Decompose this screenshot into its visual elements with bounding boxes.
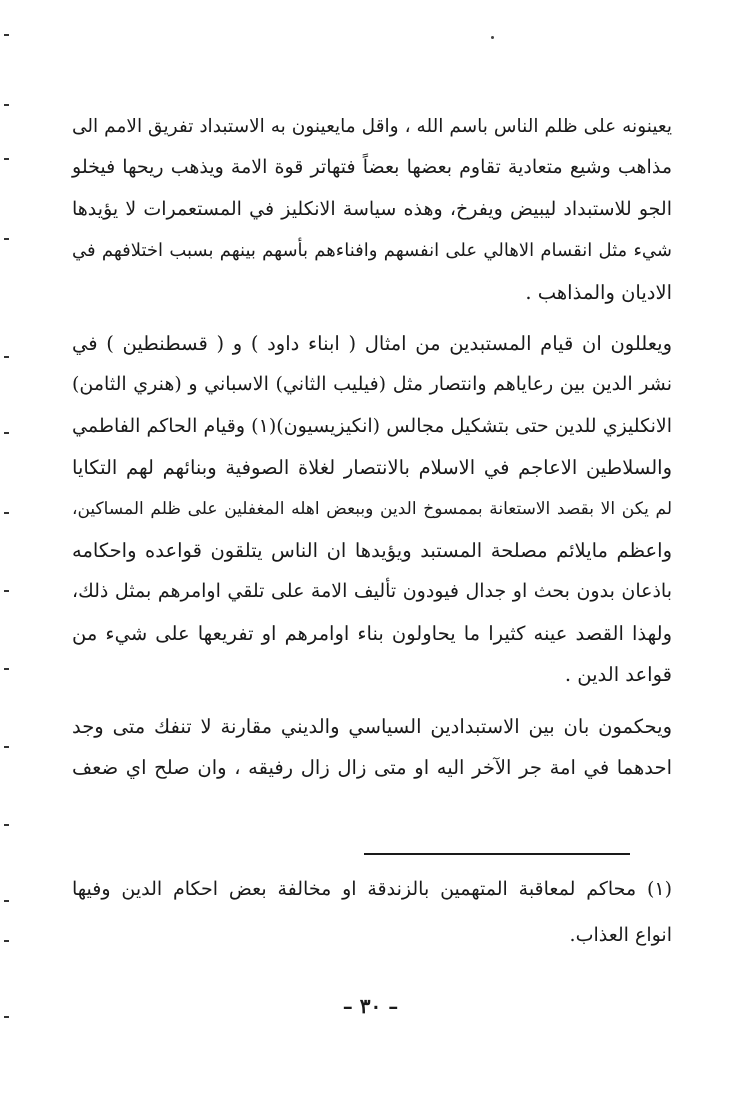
text-line: باذعان بدون بحث او جدال فيودون تأليف الامة على تلقي اوامرهم بمثل ذلك، — [72, 580, 672, 603]
text-line: احدهما في امة جر الآخر اليه او متى زال زال رفيقه ، وان صلح اي ضعف — [72, 756, 672, 780]
text-line: والسلاطين الاعاجم في الاسلام بالانتصار لغلاة الصوفية وبنائهم لهم التكايا — [72, 456, 672, 480]
edge-mark — [4, 356, 9, 358]
paragraph-2 — [72, 323, 672, 696]
text-line: الجو للاستبداد ليبيض ويفرخ، وهذه سياسة الانكليز في المستعمرات لا يؤيدها — [72, 197, 672, 220]
text-line: الانكليزي للدين حتى بتشكيل مجالس (انكيزيسيون)(١) وقيام الحاكم الفاطمي — [72, 414, 672, 437]
footnote — [72, 866, 672, 958]
edge-mark — [4, 900, 9, 902]
edge-mark — [4, 824, 9, 826]
text-line: لم يكن الا بقصد الاستعانة بممسوخ الدين وببعض اهله المغفلين على ظلم المساكين، — [72, 498, 672, 519]
edge-mark — [4, 158, 9, 160]
edge-mark — [4, 34, 9, 36]
text-line: الاديان والمذاهب . — [525, 280, 672, 304]
text-line: ويعللون ان قيام المستبدين من امثال ( ابناء داود ) و ( قسطنطين ) في — [72, 332, 672, 356]
footnote-line: (١) محاكم لمعاقبة المتهمين بالزندقة او مخالفة بعض احكام الدين وفيها — [72, 878, 672, 900]
text-line: ويحكمون بان بين الاستبدادين السياسي والديني مقارنة لا تنفك متى وجد — [72, 714, 672, 738]
text-line: قواعد الدين . — [564, 663, 672, 687]
text-line: مذاهب وشيع متعادية تقاوم بعضها بعضاً فتهاتر قوة الامة ويذهب ريحها فيخلو — [72, 156, 672, 179]
text-line: ولهذا القصد عينه كثيرا ما يحاولون بناء اوامرهم او تفريعها على شيء من — [72, 621, 672, 645]
text-line: يعينونه على ظلم الناس باسم الله ، واقل مايعينون به الاستبداد تفريق الامم الى — [72, 116, 672, 137]
page-number: – ٣٠ – — [342, 994, 399, 1018]
text-line: شيء مثل انقسام الاهالي على انفسهم وافناءهم بأسهم بينهم بسبب اختلافهم في — [72, 240, 672, 262]
edge-mark — [4, 590, 9, 592]
paragraph-3 — [72, 706, 672, 789]
edge-mark — [4, 104, 9, 106]
edge-mark — [4, 940, 9, 942]
text-line: نشر الدين بين رعاياهم وانتصار مثل (فيليب الثاني) الاسباني و (هنري الثامن) — [72, 373, 672, 396]
footnote-line: انواع العذاب. — [569, 924, 672, 946]
edge-mark — [4, 512, 9, 514]
speck — [491, 36, 494, 39]
body-text — [72, 106, 672, 799]
edge-mark — [4, 668, 9, 670]
edge-mark — [4, 432, 9, 434]
paragraph-1 — [72, 106, 672, 313]
edge-mark — [4, 746, 9, 748]
text-line: واعظم مايلائم مصلحة المستبد ويؤيدها ان الناس يتلقون قواعده واحكامه — [72, 539, 672, 563]
footnote-separator — [364, 853, 630, 855]
edge-mark — [4, 238, 9, 240]
